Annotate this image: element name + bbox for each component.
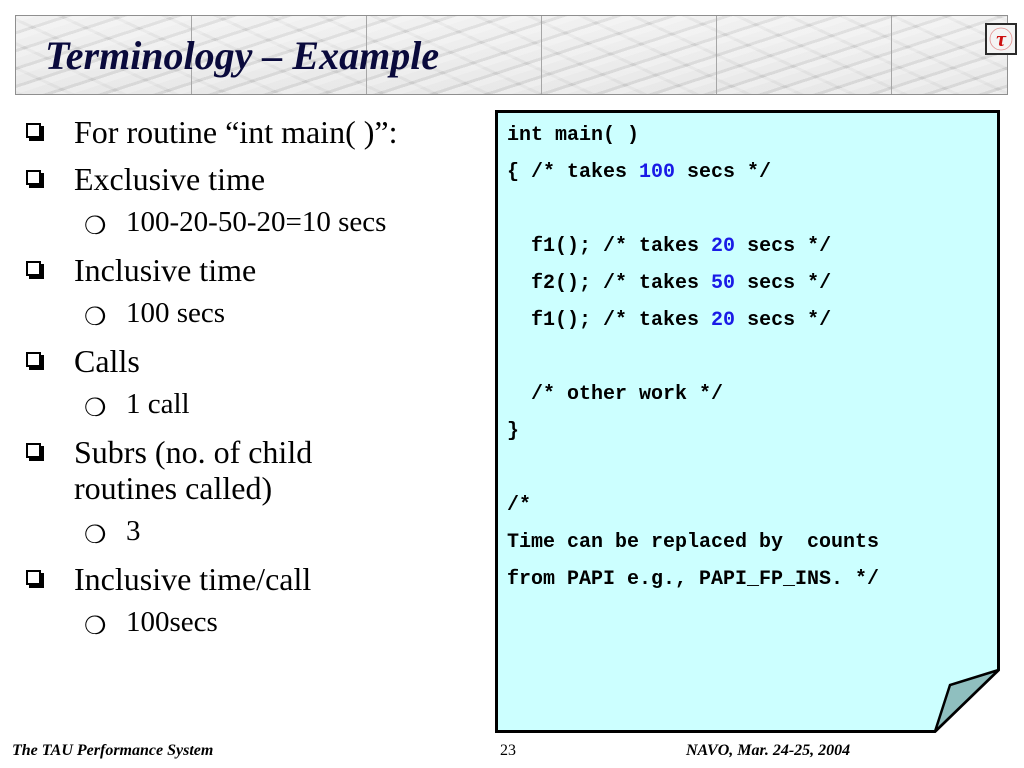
code-number: 50 [711,272,736,295]
bullet-list [22,114,492,652]
slide-title: Terminology – Example [45,33,440,78]
tau-logo-icon [985,23,1017,55]
sub-bullet-item [22,514,492,548]
bullet-item [22,561,492,597]
circle-bullet-icon: ❍ [84,613,107,640]
code-line: f2(); /* takes [507,272,712,295]
sub-bullet-item [22,205,492,239]
sub-bullet-text: 100secs [126,606,218,638]
sub-bullet-text: 100-20-50-20=10 secs [126,206,387,238]
sub-bullet-item [22,296,492,330]
code-line: /* [507,494,532,517]
square-bullet-icon [26,443,41,458]
code-line: secs */ [675,161,772,184]
bullet-item [22,114,492,150]
code-line: secs */ [735,272,832,295]
code-line: f1(); /* takes [507,309,712,332]
page-number: 23 [500,742,516,759]
code-number: 20 [711,235,736,258]
code-number: 20 [711,309,736,332]
bullet-text: Inclusive time/call [74,561,312,597]
code-line: f1(); /* takes [507,235,712,258]
bullet-text: Inclusive time [74,252,257,288]
bullet-text: Calls [74,343,140,379]
footer-left: The TAU Performance System [12,742,214,759]
bullet-item [22,343,492,379]
bullet-text: For routine “int main( )”: [74,114,398,150]
code-line: } [507,420,520,443]
bullet-item [22,252,492,288]
sub-bullet-text: 3 [126,515,141,547]
title-bar [15,15,1008,95]
footer-right: NAVO, Mar. 24-25, 2004 [686,742,851,759]
circle-bullet-icon: ❍ [84,395,107,422]
square-bullet-icon [26,170,41,185]
circle-bullet-icon: ❍ [84,522,107,549]
title-bar-divider [541,16,542,94]
code-line: secs */ [735,235,832,258]
square-bullet-icon [26,123,41,138]
sub-bullet-text: 100 secs [126,297,226,329]
code-number: 100 [639,161,676,184]
code-line: int main( ) [507,124,640,147]
bullet-item [22,434,404,506]
bullet-text: Exclusive time [74,161,266,197]
code-line: from PAPI e.g., PAPI_FP_INS. */ [507,568,880,591]
tau-logo-glyph [988,26,1014,52]
title-bar-divider [891,16,892,94]
square-bullet-icon [26,261,41,276]
bullet-item [22,161,492,197]
circle-bullet-icon: ❍ [84,213,107,240]
bullet-text: Subrs (no. of child routines called) [74,434,313,506]
sub-bullet-item [22,387,492,421]
code-line: secs */ [735,309,832,332]
code-block [507,117,879,598]
code-line: { /* takes [507,161,640,184]
square-bullet-icon [26,570,41,585]
circle-bullet-icon: ❍ [84,304,107,331]
sub-bullet-text: 1 call [126,388,190,420]
sub-bullet-item [22,605,492,639]
square-bullet-icon [26,352,41,367]
code-line: /* other work */ [507,383,724,406]
code-line: Time can be replaced by counts [507,531,880,554]
svg-text:τ: τ [996,26,1006,51]
title-bar-divider [716,16,717,94]
